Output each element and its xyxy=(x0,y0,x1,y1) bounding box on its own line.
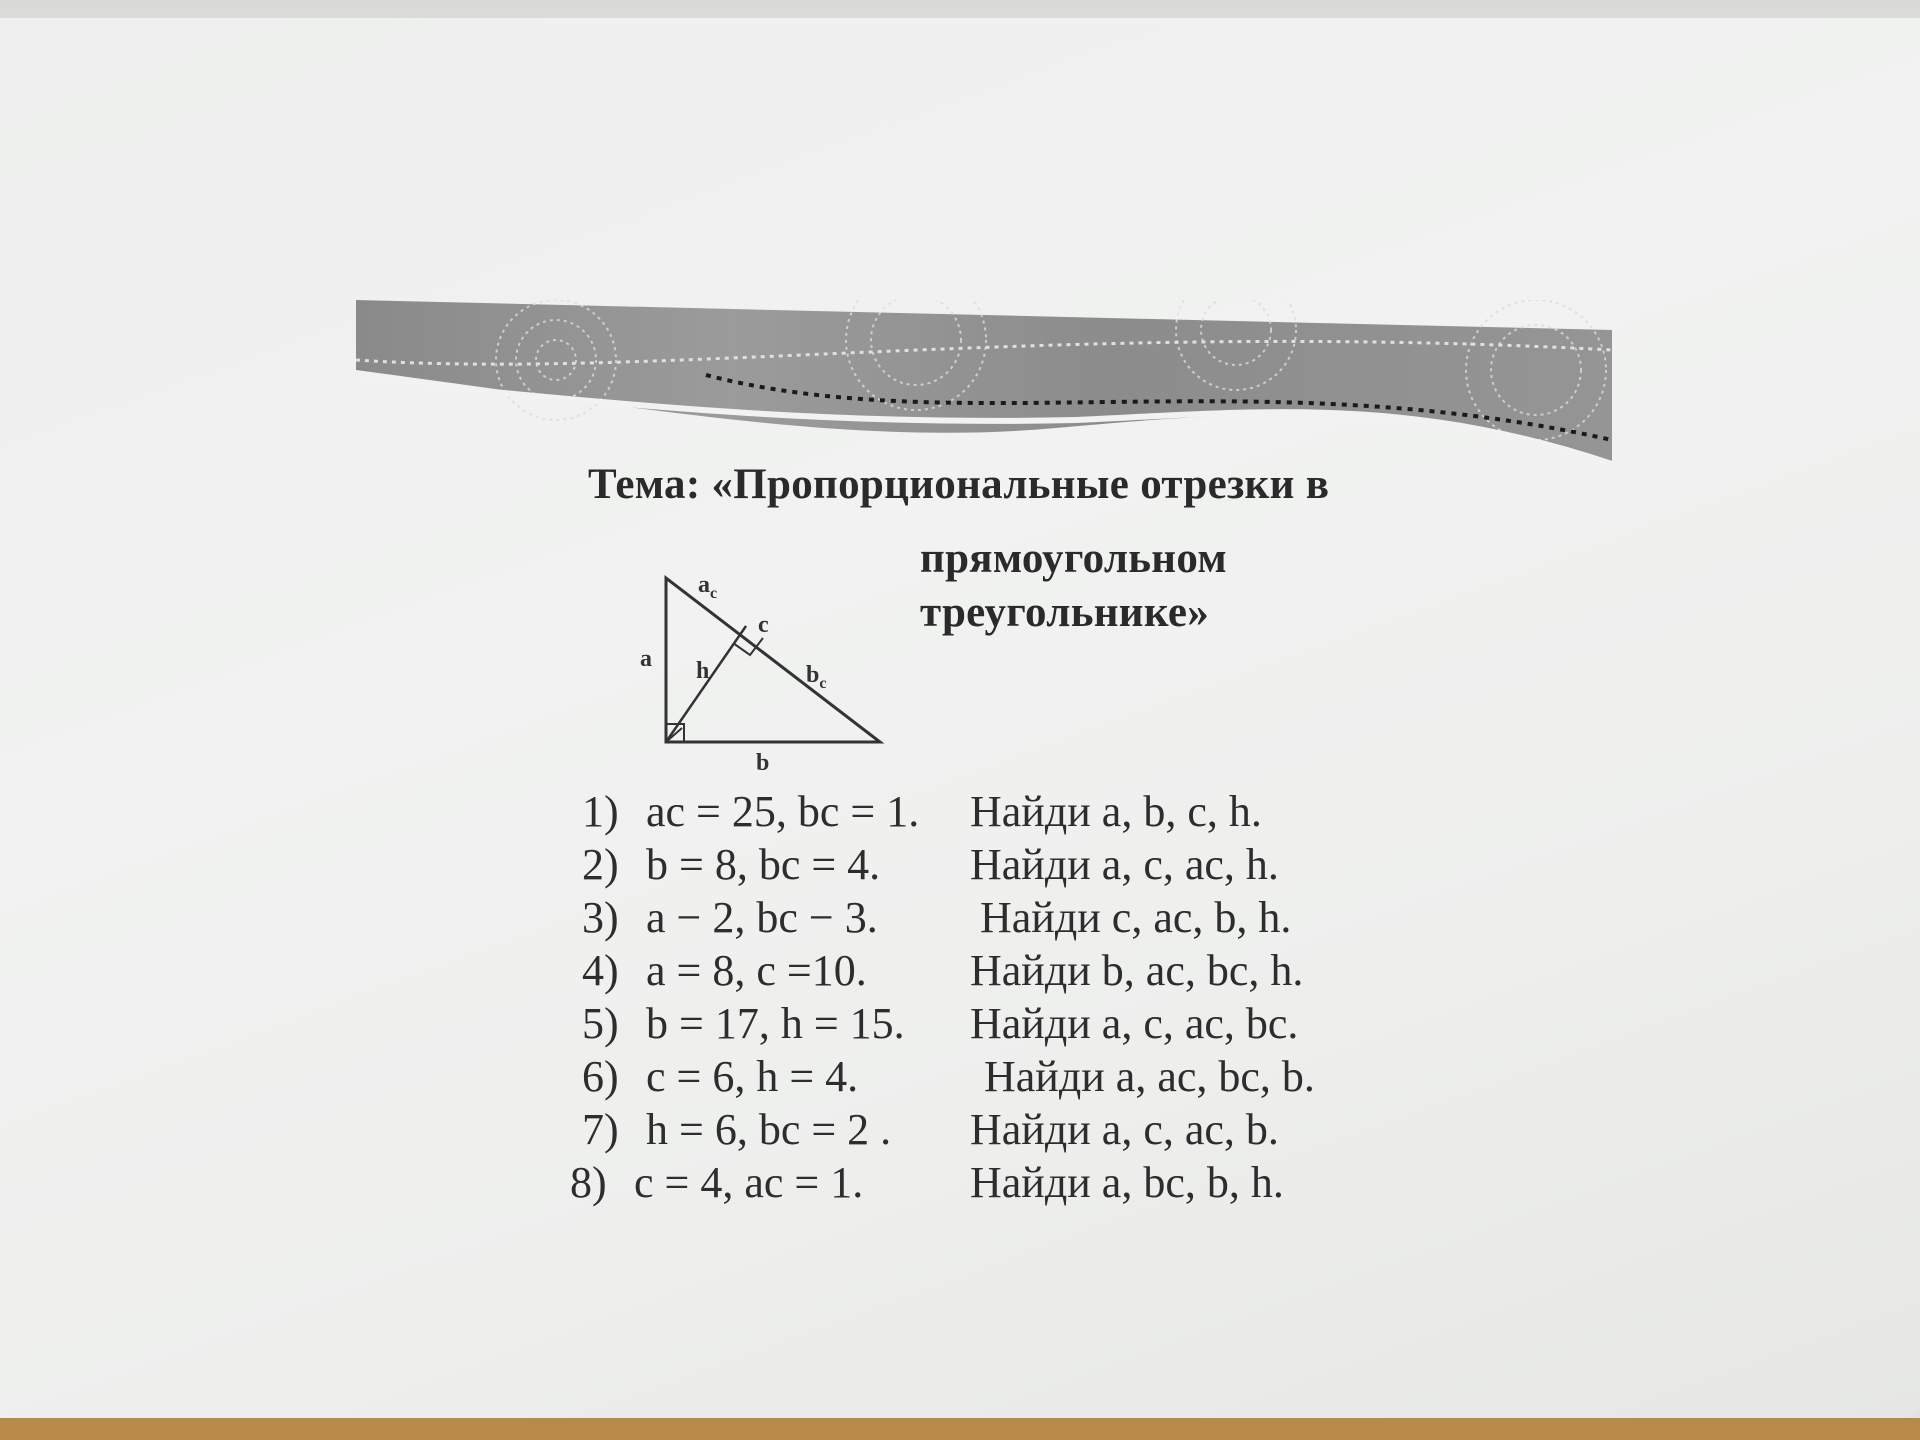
list-item xyxy=(560,1104,1380,1157)
problem-task: Найди a, aс, bс, b. xyxy=(984,1052,1315,1101)
label-h: h xyxy=(696,658,710,684)
right-triangle-diagram xyxy=(630,566,890,776)
problem-number: 6) xyxy=(582,1052,619,1101)
list-item xyxy=(560,1157,1380,1210)
problem-condition: h = 6, bс = 2 . xyxy=(646,1105,892,1154)
label-bc: $b_c$ xyxy=(806,662,827,692)
list-item xyxy=(560,839,1380,892)
topic-title-line-3: треугольнике» xyxy=(920,589,1210,636)
topic-title-line-2: прямоугольном xyxy=(920,535,1227,582)
list-item xyxy=(560,1051,1380,1104)
problem-condition: aс = 25, bс = 1. xyxy=(646,787,920,836)
problem-condition: a − 2, bс − 3. xyxy=(646,893,878,942)
topic-title-line-1: Тема: «Пропорциональные отрезки в xyxy=(588,461,1330,508)
problem-task: Найди c, aс, b, h. xyxy=(980,893,1292,942)
problem-number: 5) xyxy=(582,999,619,1048)
problem-number: 7) xyxy=(582,1105,619,1154)
problem-number: 2) xyxy=(582,840,619,889)
list-item xyxy=(560,945,1380,998)
problem-number: 4) xyxy=(582,946,619,995)
problem-task: Найди b, aс, bс, h. xyxy=(970,946,1304,995)
list-item xyxy=(560,786,1380,839)
problem-list xyxy=(560,786,1380,1210)
problem-condition: c = 6, h = 4. xyxy=(646,1052,859,1101)
list-item xyxy=(560,892,1380,945)
problem-task: Найди a, c, aс, h. xyxy=(970,840,1279,889)
problem-number: 8) xyxy=(570,1158,607,1207)
problem-condition: c = 4, aс = 1. xyxy=(634,1158,864,1207)
problem-number: 3) xyxy=(582,893,619,942)
problem-task: Найди a, c, aс, bс. xyxy=(970,999,1299,1048)
problem-condition: b = 17, h = 15. xyxy=(646,999,905,1048)
label-c: c xyxy=(758,612,769,638)
problem-task: Найди a, c, aс, b. xyxy=(970,1105,1279,1154)
problem-task: Найди a, b, c, h. xyxy=(970,787,1262,836)
decorative-banner xyxy=(356,300,1612,464)
label-ac: $a_c$ xyxy=(698,572,718,602)
label-a: a xyxy=(640,646,652,672)
problem-number: 1) xyxy=(582,787,619,836)
wooden-table-edge xyxy=(0,1418,1920,1440)
problem-task: Найди a, bс, b, h. xyxy=(970,1158,1284,1207)
problem-condition: b = 8, bс = 4. xyxy=(646,840,881,889)
label-b: b xyxy=(756,750,770,776)
worksheet-paper xyxy=(0,18,1920,1418)
list-item xyxy=(560,998,1380,1051)
problem-condition: a = 8, c =10. xyxy=(646,946,867,995)
